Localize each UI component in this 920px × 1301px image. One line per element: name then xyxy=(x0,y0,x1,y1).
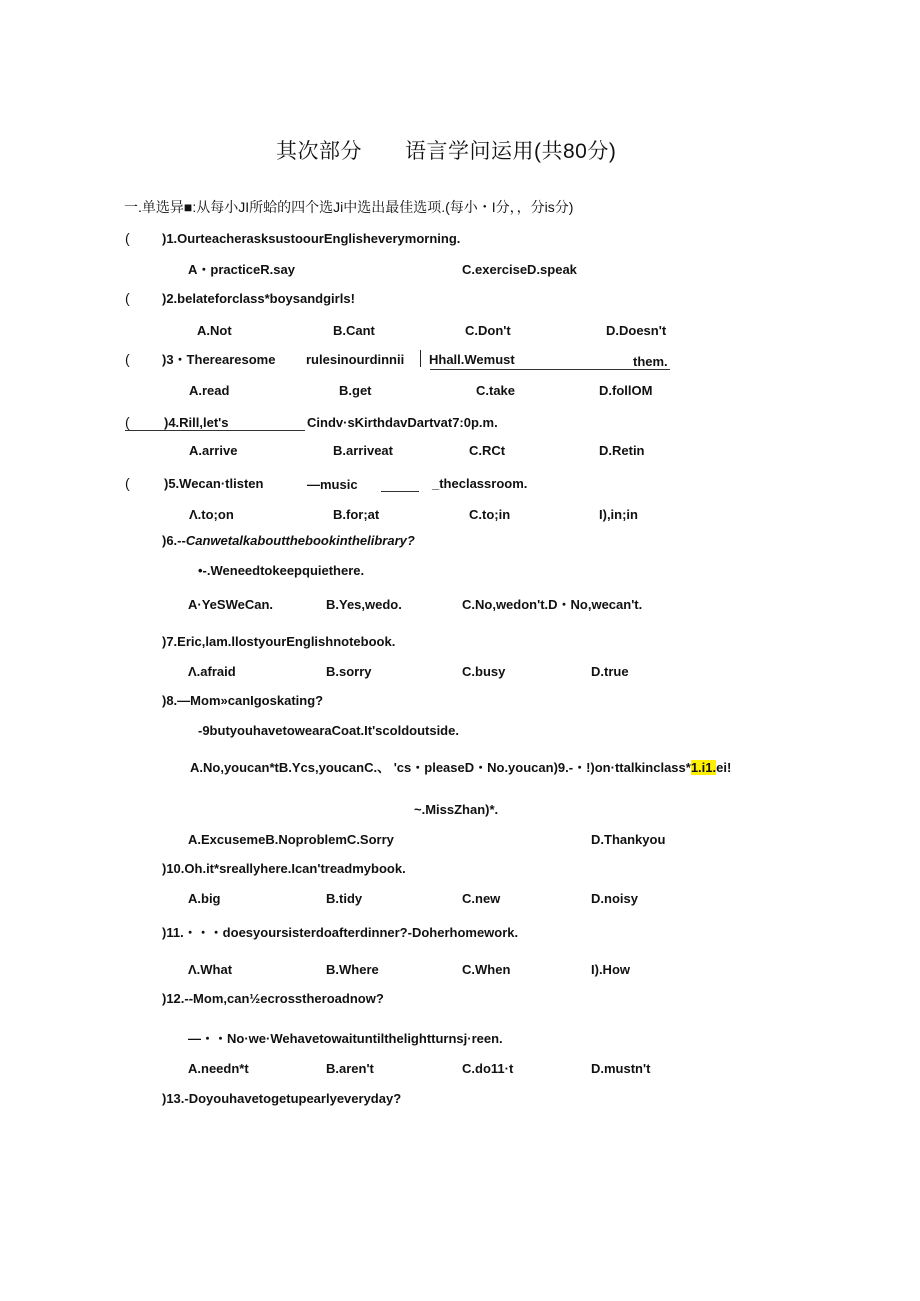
q7-stem: )7.Eric,lam.llostyourEnglishnotebook. xyxy=(162,634,396,649)
q2-option-b: B.Cant xyxy=(333,323,375,338)
q8-stem: )8.—Mom»canIgoskating? xyxy=(162,693,324,708)
q6-options-cd: C.No,wedon't.D・No,wecan't. xyxy=(462,597,643,612)
q1-stem: )1.OurteacherasksustoourEnglisheverymorning. xyxy=(162,231,461,246)
section-title: 其次部分 语言学问运用(共80分) xyxy=(276,140,617,163)
q2-option-a: A.Not xyxy=(197,323,232,338)
answer-paren: ( xyxy=(125,290,130,306)
q5-option-a: Λ.to;on xyxy=(189,507,234,522)
q3-option-b: B.get xyxy=(339,383,372,398)
q13-stem: )13.-Doyouhavetogetupearlyeveryday? xyxy=(162,1091,402,1106)
q3-option-c: C.take xyxy=(476,383,516,398)
q5-option-d: I),in;in xyxy=(599,507,638,522)
q12-answer: —・・No·we·Wehavetowaituntilthelightturnsj·reen. xyxy=(188,1031,503,1046)
q6-stem-text: Canwetalkaboutthebookinthelibrary? xyxy=(185,533,415,548)
q12-option-c: C.do11·t xyxy=(462,1061,514,1076)
q4-stem-a: )4.Rill,let's xyxy=(164,415,229,430)
q8-answer: -9butyouhavetowearaCoat.It'scoldoutside. xyxy=(198,723,459,738)
q6-answer: •-.Weneedtokeepquiethere. xyxy=(198,563,365,578)
answer-paren: ( xyxy=(125,414,130,430)
q3-stem-c: Hhall.Wemust xyxy=(429,352,515,367)
answer-paren: ( xyxy=(125,230,130,246)
q2-stem: )2.belateforclass*boysandgirls! xyxy=(162,291,355,306)
q6-stem xyxy=(162,533,415,549)
q5-option-c: C.to;in xyxy=(469,507,511,522)
q11-option-b: B.Where xyxy=(326,962,379,977)
q7-option-d: D.true xyxy=(591,664,629,679)
q12-option-a: A.needn*t xyxy=(188,1061,249,1076)
q5-option-b: B.for;at xyxy=(333,507,380,522)
q3-stem-a: )3・Therearesome xyxy=(162,352,276,367)
q11-stem: )11.・・・doesyoursisterdoafterdinner?-Doherhomework. xyxy=(162,925,519,940)
q3-option-d: D.follOM xyxy=(599,383,653,398)
q6-option-b: B.Yes,wedo. xyxy=(326,597,402,612)
vertical-bar xyxy=(420,350,421,367)
q4-stem-b: Cindv·sKirthdavDartvat7:0p.m. xyxy=(307,415,498,430)
q12-stem: )12.--Mom,can½ecrosstheroadnow? xyxy=(162,991,384,1006)
q2-option-d: D.Doesn't xyxy=(606,323,667,338)
q10-stem: )10.Oh.it*sreallyhere.Ican'treadmybook. xyxy=(162,861,406,876)
q3-option-a: A.read xyxy=(189,383,230,398)
q4-option-c: C.RCt xyxy=(469,443,506,458)
q8-options-text: A.No,youcan*tB.Ycs,youcanC.、 'cs・pleaseD・No.youcan)9.-・!)on·ttalkinclass* xyxy=(190,760,691,775)
q4-option-b: B.arriveat xyxy=(333,443,393,458)
q6-option-a: A·YeSWeCan. xyxy=(188,597,274,612)
answer-paren: ( xyxy=(125,475,130,491)
q1-options-cd: C.exerciseD.speak xyxy=(462,262,577,277)
q3-stem-d: them. xyxy=(633,354,668,369)
q1-options-ab: A・practiceR.say xyxy=(188,262,295,277)
answer-blank xyxy=(125,430,305,431)
q5-stem-c: _theclassroom. xyxy=(432,476,528,491)
q11-option-a: Λ.What xyxy=(188,962,233,977)
q11-option-c: C.When xyxy=(462,962,511,977)
q12-option-b: B.aren't xyxy=(326,1061,374,1076)
q2-option-c: C.Don't xyxy=(465,323,511,338)
instructions: 一.单选异■:从每小JI所蛤的四个选Ji中选出最佳选项.(每小・I分，，分is分) xyxy=(124,199,574,215)
q7-option-a: Λ.afraid xyxy=(188,664,236,679)
q10-option-d: D.noisy xyxy=(591,891,638,906)
q3-stem-b: rulesinourdinnii xyxy=(306,352,405,367)
q6-stem-prefix: )6.-- xyxy=(162,533,186,548)
q9-options-abc: A.ExcusemeB.NoproblemC.Sorry xyxy=(188,832,394,847)
q4-option-a: A.arrive xyxy=(189,443,238,458)
q5-stem-a: )5.Wecan·tlisten xyxy=(164,476,264,491)
q8-options-q9-stem xyxy=(190,760,731,776)
q10-option-a: A.big xyxy=(188,891,221,906)
q9-line2: ~.MissZhan)*. xyxy=(414,802,499,817)
q11-option-d: I).How xyxy=(591,962,630,977)
q4-option-d: D.Retin xyxy=(599,443,645,458)
answer-paren: ( xyxy=(125,351,130,367)
q12-option-d: D.mustn't xyxy=(591,1061,651,1076)
q7-option-b: B.sorry xyxy=(326,664,372,679)
q10-option-c: C.new xyxy=(462,891,501,906)
answer-blank xyxy=(381,491,419,492)
highlight-mark: 1.i1. xyxy=(690,760,717,775)
q7-option-c: C.busy xyxy=(462,664,506,679)
q9-option-d: D.Thankyou xyxy=(591,832,666,847)
q9-tail: ei! xyxy=(716,760,732,775)
q10-option-b: B.tidy xyxy=(326,891,363,906)
q5-stem-b: —music xyxy=(307,477,358,492)
